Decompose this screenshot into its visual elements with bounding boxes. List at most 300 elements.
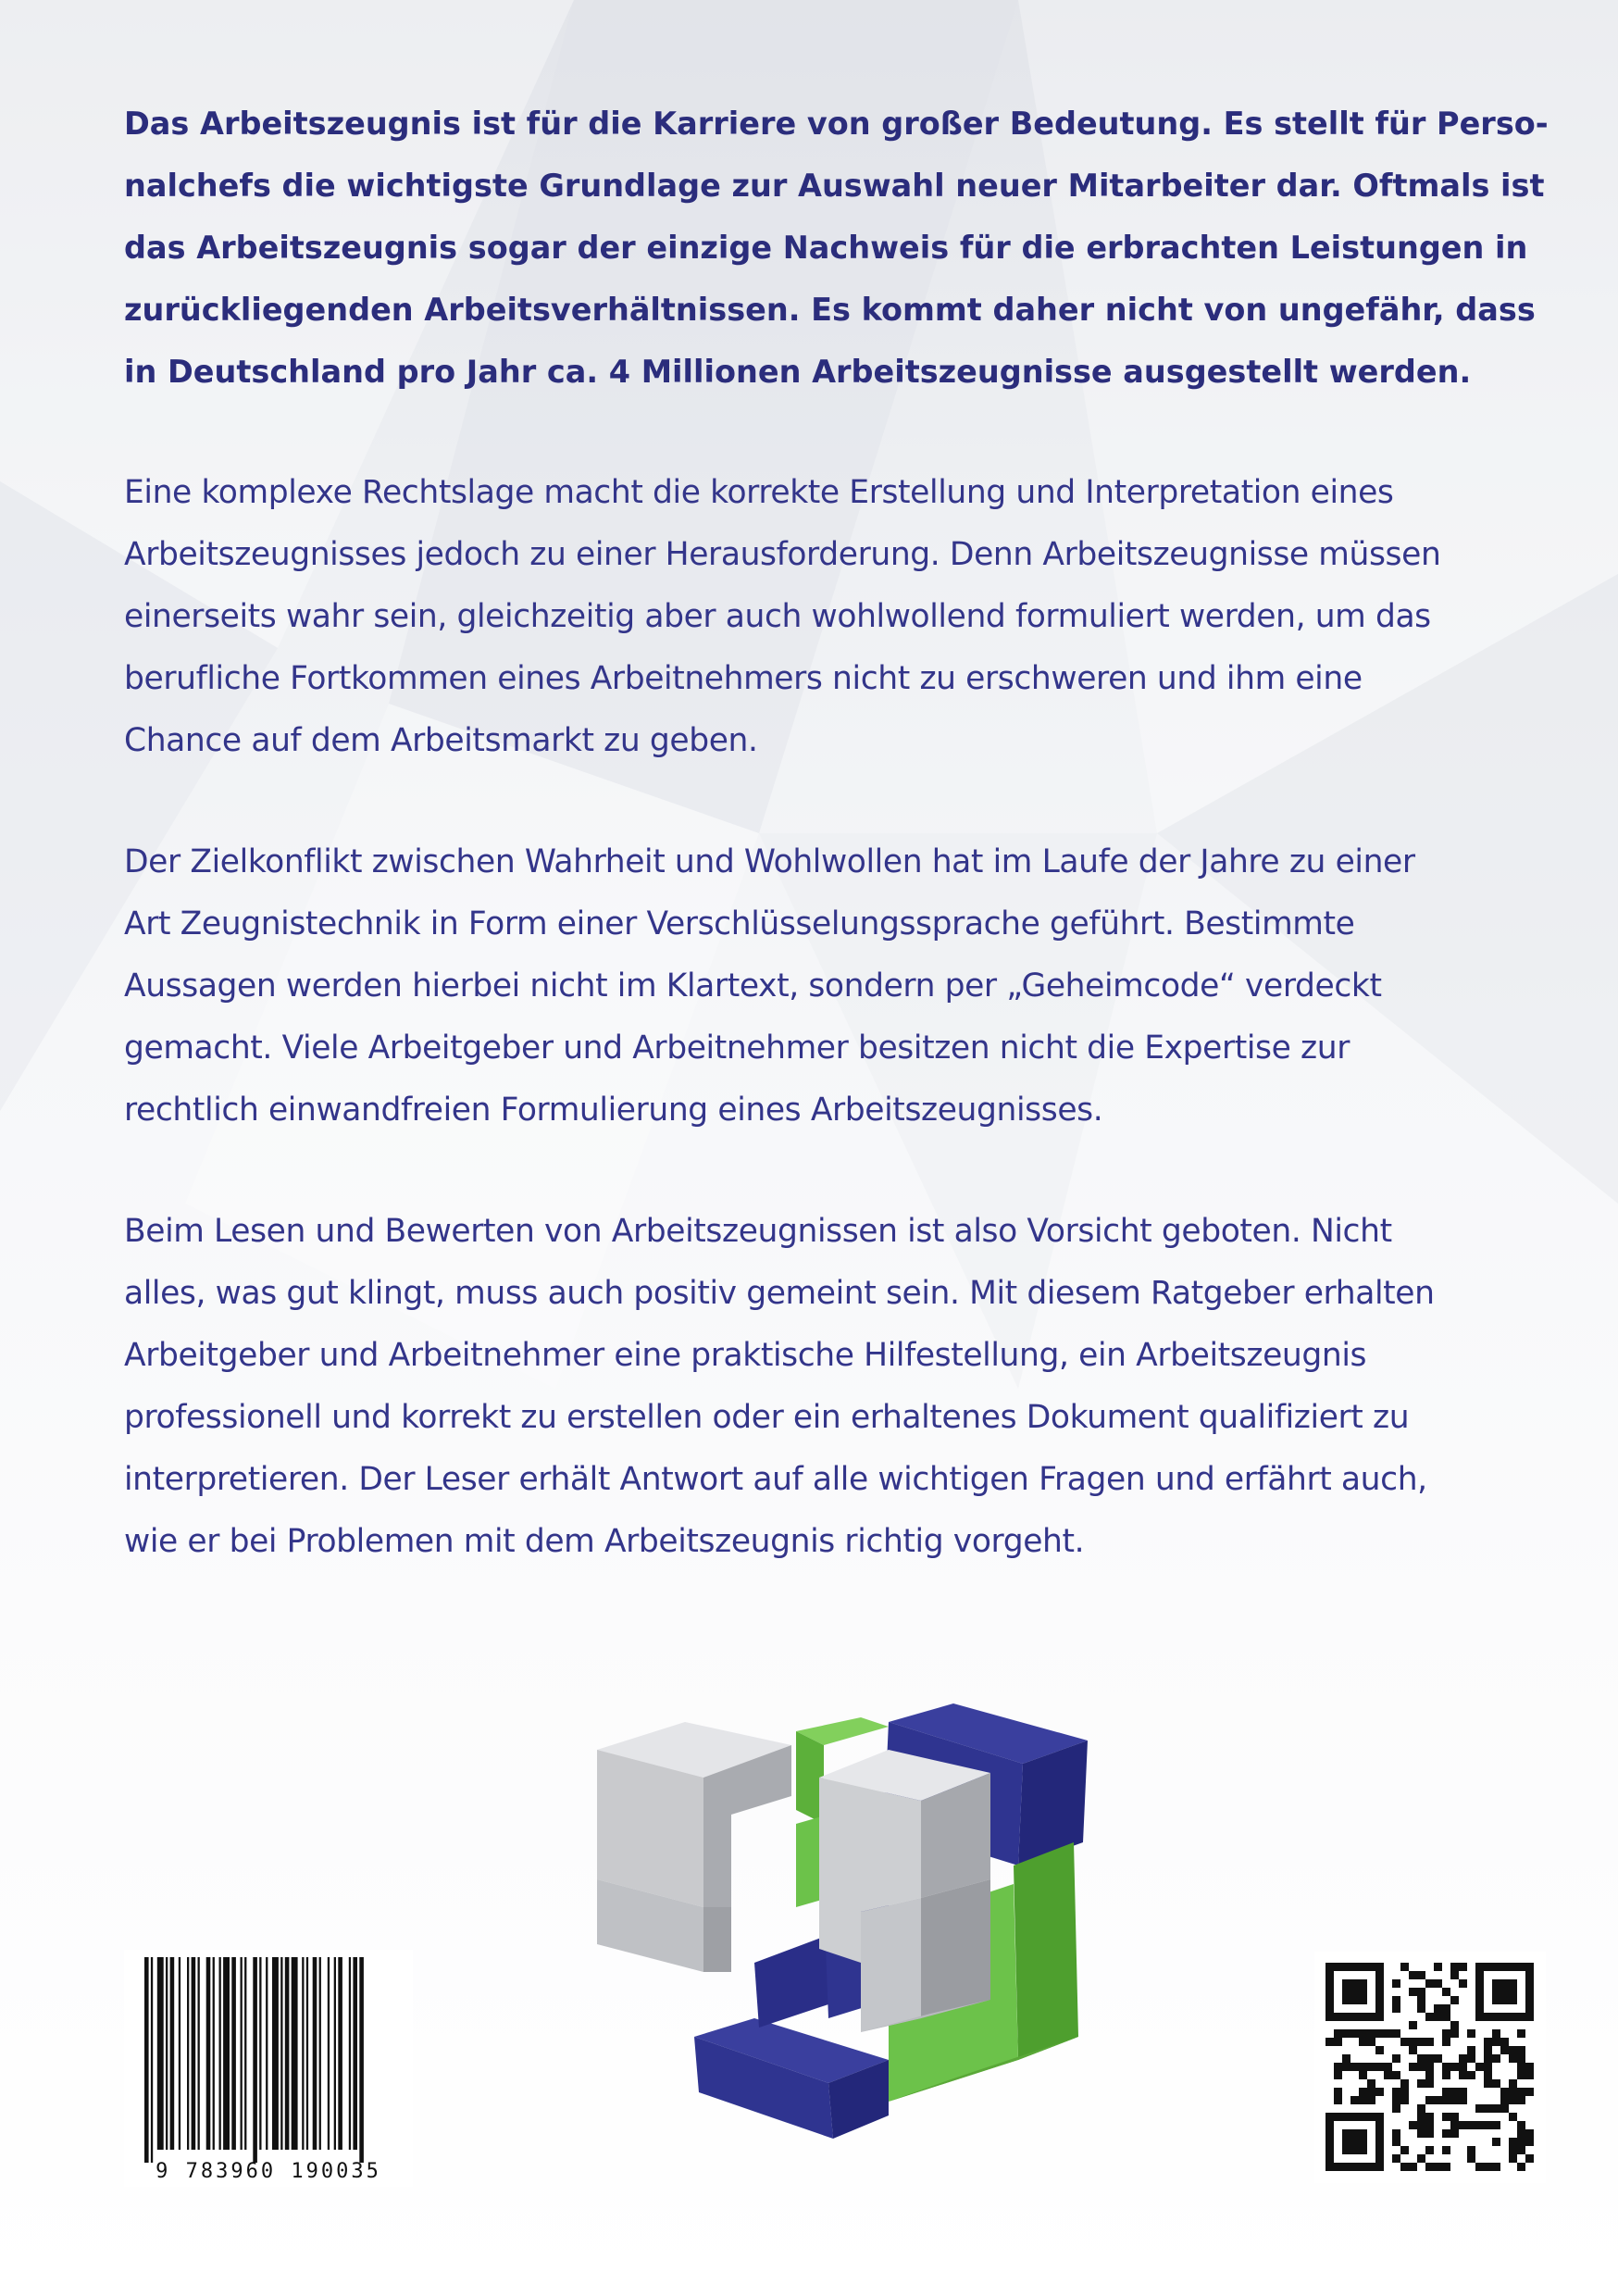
qr-module xyxy=(1392,2138,1400,2146)
qr-module xyxy=(1375,1988,1384,1996)
qr-module xyxy=(1392,2154,1400,2163)
qr-module xyxy=(1442,2029,1450,2038)
qr-module xyxy=(1459,1979,1467,1988)
qr-module xyxy=(1375,2163,1384,2171)
qr-module xyxy=(1384,2029,1392,2038)
qr-module xyxy=(1342,2063,1350,2071)
qr-module xyxy=(1500,1979,1509,1988)
qr-module xyxy=(1326,2038,1334,2046)
qr-module xyxy=(1492,2163,1500,2171)
qr-module xyxy=(1475,1979,1484,1988)
qr-module xyxy=(1492,2029,1500,2038)
qr-code-icon xyxy=(1314,1952,1546,2183)
qr-module xyxy=(1359,2096,1367,2104)
barcode-bar xyxy=(338,1957,342,2150)
qr-module xyxy=(1342,1988,1350,1996)
qr-module xyxy=(1326,2138,1334,2146)
qr-module xyxy=(1434,1979,1442,1988)
qr-module xyxy=(1350,2146,1359,2154)
barcode-bar xyxy=(272,1957,279,2150)
barcode-bar xyxy=(187,1957,189,2150)
text-line: interpretieren. Der Leser erhält Antwort auf alle wichtigen Fragen und erfährt auch, xyxy=(124,1461,1427,1498)
qr-module xyxy=(1367,2013,1375,2021)
qr-module xyxy=(1392,1979,1400,1988)
barcode-bar xyxy=(170,1957,175,2150)
qr-module xyxy=(1409,2163,1417,2171)
qr-module xyxy=(1475,1996,1484,2004)
qr-module xyxy=(1350,2113,1359,2121)
qr-module xyxy=(1500,2038,1509,2046)
qr-module xyxy=(1326,2113,1334,2121)
text-line: Der Zielkonflikt zwischen Wahrheit und Wohlwollen hat im Laufe der Jahre zu einer xyxy=(124,843,1415,880)
isbn-number: 9 783960 190035 xyxy=(156,2160,381,2183)
qr-module xyxy=(1375,1996,1384,2004)
qr-module xyxy=(1367,2163,1375,2171)
qr-module xyxy=(1417,2129,1425,2138)
qr-module xyxy=(1442,2113,1450,2121)
qr-module xyxy=(1409,2038,1417,2046)
qr-module xyxy=(1400,2079,1409,2088)
qr-module xyxy=(1517,2146,1525,2154)
qr-module xyxy=(1326,2121,1334,2129)
qr-module xyxy=(1459,2063,1467,2071)
qr-module xyxy=(1525,2071,1534,2079)
text-line: alles, was gut klingt, muss auch positiv gemeint sein. Mit diesem Ratgeber erhalten xyxy=(124,1275,1435,1312)
qr-module xyxy=(1509,1979,1517,1988)
qr-module xyxy=(1525,2004,1534,2013)
barcode-bar xyxy=(266,1957,268,2150)
qr-module xyxy=(1375,2063,1384,2071)
text-line: Chance auf dem Arbeitsmarkt zu geben. xyxy=(124,722,758,759)
text-line: das Arbeitszeugnis sogar der einzige Nachweis für die erbrachten Leistungen in xyxy=(124,230,1528,266)
qr-module xyxy=(1525,1971,1534,1979)
qr-module xyxy=(1359,2063,1367,2071)
qr-module xyxy=(1359,2163,1367,2171)
qr-module xyxy=(1417,2104,1425,2113)
barcode-bar xyxy=(213,1957,215,2150)
qr-module xyxy=(1367,2079,1375,2088)
qr-module xyxy=(1517,2121,1525,2129)
qr-module xyxy=(1500,1963,1509,1971)
qr-module xyxy=(1326,1963,1334,1971)
qr-module xyxy=(1409,1988,1417,1996)
qr-module xyxy=(1326,1996,1334,2004)
qr-module xyxy=(1392,2129,1400,2138)
text-line: Arbeitgeber und Arbeitnehmer eine praktische Hilfestellung, ein Arbeitszeugnis xyxy=(124,1337,1367,1374)
qr-module xyxy=(1500,2013,1509,2021)
qr-module xyxy=(1367,2113,1375,2121)
qr-module xyxy=(1367,2038,1375,2046)
qr-module xyxy=(1492,2038,1500,2046)
qr-module xyxy=(1392,2054,1400,2063)
qr-module xyxy=(1342,2013,1350,2021)
barcode-bar xyxy=(241,1957,243,2150)
qr-module xyxy=(1326,2129,1334,2138)
qr-module xyxy=(1517,2054,1525,2063)
qr-module xyxy=(1425,2113,1434,2121)
barcode-bar xyxy=(353,1957,357,2150)
qr-module xyxy=(1517,2163,1525,2171)
qr-module xyxy=(1467,2029,1475,2038)
qr-module xyxy=(1509,2088,1517,2096)
qr-module xyxy=(1417,2121,1425,2129)
qr-module xyxy=(1342,2138,1350,2146)
qr-module xyxy=(1417,2063,1425,2071)
qr-module xyxy=(1492,1988,1500,1996)
qr-module xyxy=(1334,2088,1342,2096)
qr-module xyxy=(1375,2129,1384,2138)
qr-module xyxy=(1509,2138,1517,2146)
qr-module xyxy=(1442,2038,1450,2046)
qr-module xyxy=(1525,2013,1534,2021)
qr-module xyxy=(1467,2121,1475,2129)
qr-module xyxy=(1517,2138,1525,2146)
qr-module xyxy=(1417,2154,1425,2163)
qr-module xyxy=(1517,1963,1525,1971)
qr-module xyxy=(1425,2071,1434,2079)
qr-module xyxy=(1467,2071,1475,2079)
qr-module xyxy=(1434,2004,1442,2013)
qr-module xyxy=(1359,1979,1367,1988)
qr-module xyxy=(1484,1963,1492,1971)
qr-module xyxy=(1392,1996,1400,2004)
qr-module xyxy=(1450,1963,1459,1971)
qr-module xyxy=(1359,2013,1367,2021)
qr-module xyxy=(1425,2163,1434,2171)
barcode-bar xyxy=(198,1957,200,2150)
qr-module xyxy=(1425,2054,1434,2063)
barcode-bar xyxy=(244,1957,246,2150)
qr-module xyxy=(1492,2013,1500,2021)
qr-module xyxy=(1409,2046,1417,2054)
qr-module xyxy=(1334,2071,1342,2079)
qr-module xyxy=(1350,2096,1359,2104)
barcode-bar xyxy=(157,1957,164,2150)
qr-module xyxy=(1475,2063,1484,2071)
barcode-bar xyxy=(349,1957,351,2150)
qr-module xyxy=(1425,2129,1434,2138)
body-paragraph xyxy=(124,1201,1494,1573)
qr-module xyxy=(1375,2154,1384,2163)
qr-module xyxy=(1484,2054,1492,2063)
text-line: einerseits wahr sein, gleichzeitig aber auch wohlwollend formuliert werden, um das xyxy=(124,598,1431,635)
qr-module xyxy=(1525,2063,1534,2071)
qr-module xyxy=(1425,2146,1434,2154)
qr-module xyxy=(1484,2038,1492,2046)
barcode-bar xyxy=(223,1957,230,2150)
barcode-bars xyxy=(124,1950,413,2187)
qr-module xyxy=(1442,2146,1450,2154)
qr-module xyxy=(1434,2013,1442,2021)
qr-module xyxy=(1400,1963,1409,1971)
qr-module xyxy=(1350,1988,1359,1996)
qr-module xyxy=(1342,1996,1350,2004)
qr-module xyxy=(1517,2029,1525,2038)
text-line: berufliche Fortkommen eines Arbeitnehmers nicht zu erschweren und ihm eine xyxy=(124,660,1363,697)
qr-module xyxy=(1509,2079,1517,2088)
qr-module xyxy=(1484,2079,1492,2088)
text-line: Art Zeugnistechnik in Form einer Verschlüsselungssprache geführt. Bestimmte xyxy=(124,905,1355,942)
barcode-bar xyxy=(259,1957,261,2150)
qr-module xyxy=(1450,2021,1459,2029)
qr-module xyxy=(1425,2079,1434,2088)
qr-module xyxy=(1359,2146,1367,2154)
qr-module xyxy=(1484,2046,1492,2054)
qr-module xyxy=(1334,2096,1342,2104)
barcode-bar xyxy=(253,1957,257,2163)
qr-module xyxy=(1342,1979,1350,1988)
barcode-bar xyxy=(231,1957,236,2150)
qr-module xyxy=(1375,2004,1384,2013)
qr-module xyxy=(1400,2088,1409,2096)
qr-module xyxy=(1492,2121,1500,2129)
barcode-bar xyxy=(302,1957,304,2150)
body-paragraph xyxy=(124,831,1494,1142)
qr-module xyxy=(1326,2163,1334,2171)
text-line: rechtlich einwandfreien Formulierung eines Arbeitszeugnisses. xyxy=(124,1092,1103,1129)
qr-module xyxy=(1509,2046,1517,2054)
qr-module xyxy=(1375,2138,1384,2146)
qr-module xyxy=(1350,2129,1359,2138)
qr-module xyxy=(1409,2121,1417,2129)
qr-module xyxy=(1509,1963,1517,1971)
qr-module xyxy=(1467,2154,1475,2163)
qr-module xyxy=(1375,2046,1384,2054)
qr-module xyxy=(1467,2146,1475,2154)
qr-module xyxy=(1417,1971,1425,1979)
barcode-bar xyxy=(334,1957,336,2150)
qr-module xyxy=(1417,2038,1425,2046)
qr-module xyxy=(1492,2138,1500,2146)
qr-module xyxy=(1509,2146,1517,2154)
qr-module xyxy=(1475,1988,1484,1996)
qr-module xyxy=(1467,2046,1475,2054)
qr-module xyxy=(1509,2054,1517,2063)
qr-module xyxy=(1450,2129,1459,2138)
qr-module xyxy=(1517,2013,1525,2021)
qr-module xyxy=(1500,1996,1509,2004)
qr-module xyxy=(1400,2038,1409,2046)
qr-module xyxy=(1525,2138,1534,2146)
qr-module xyxy=(1425,2038,1434,2046)
qr-module xyxy=(1492,2054,1500,2063)
qr-module xyxy=(1417,1996,1425,2004)
qr-module xyxy=(1375,2013,1384,2021)
qr-module xyxy=(1417,2004,1425,2013)
qr-module xyxy=(1367,2096,1375,2104)
qr-module xyxy=(1484,2163,1492,2171)
qr-module xyxy=(1475,2121,1484,2129)
qr-module xyxy=(1409,2021,1417,2029)
qr-module xyxy=(1509,2154,1517,2163)
qr-module xyxy=(1400,2146,1409,2154)
qr-module xyxy=(1342,2163,1350,2171)
qr-module xyxy=(1392,2104,1400,2113)
qr-module xyxy=(1350,1979,1359,1988)
qr-module xyxy=(1326,1979,1334,1988)
isbn-barcode xyxy=(124,1950,413,2187)
qr-module xyxy=(1509,2013,1517,2021)
qr-module xyxy=(1525,1996,1534,2004)
qr-module xyxy=(1409,1971,1417,1979)
qr-module xyxy=(1509,2096,1517,2104)
qr-module xyxy=(1509,2113,1517,2121)
barcode-bar xyxy=(280,1957,282,2150)
barcode-bar xyxy=(192,1957,196,2150)
qr-module xyxy=(1492,1979,1500,1988)
qr-module xyxy=(1342,2054,1350,2063)
qr-module xyxy=(1459,2121,1467,2129)
qr-module xyxy=(1375,1979,1384,1988)
qr-module xyxy=(1517,2129,1525,2138)
qr-module xyxy=(1434,2054,1442,2063)
qr-module xyxy=(1392,2088,1400,2096)
qr-module xyxy=(1342,2113,1350,2121)
qr-module xyxy=(1384,2071,1392,2079)
qr-module xyxy=(1525,1963,1534,1971)
qr-module xyxy=(1500,2096,1509,2104)
qr-module xyxy=(1459,2054,1467,2063)
qr-module xyxy=(1442,2063,1450,2071)
qr-module xyxy=(1492,1963,1500,1971)
intro-paragraph xyxy=(124,93,1549,403)
barcode-bar xyxy=(206,1957,211,2150)
qr-module xyxy=(1367,2029,1375,2038)
qr-module xyxy=(1375,2121,1384,2129)
qr-module xyxy=(1334,1963,1342,1971)
qr-module xyxy=(1484,2063,1492,2071)
qr-module xyxy=(1359,2071,1367,2079)
qr-module xyxy=(1500,1988,1509,1996)
qr-module xyxy=(1334,2113,1342,2121)
qr-module xyxy=(1326,2004,1334,2013)
qr-module xyxy=(1450,2121,1459,2129)
qr-module xyxy=(1326,2146,1334,2154)
qr-module xyxy=(1517,2088,1525,2096)
qr-module xyxy=(1525,1988,1534,1996)
qr-module xyxy=(1434,2163,1442,2171)
barcode-bar xyxy=(306,1957,308,2150)
qr-module xyxy=(1334,2063,1342,2071)
qr-module xyxy=(1500,2104,1509,2113)
qr-module xyxy=(1459,2088,1467,2096)
qr-module xyxy=(1359,2029,1367,2038)
qr-module xyxy=(1326,1988,1334,1996)
qr-module xyxy=(1475,2004,1484,2013)
qr-module xyxy=(1350,2138,1359,2146)
barcode-bar xyxy=(151,1957,153,2163)
qr-module xyxy=(1450,2063,1459,2071)
qr-code-graphic xyxy=(1314,1952,1546,2183)
barcode-bar xyxy=(179,1957,180,2150)
qr-module xyxy=(1334,2029,1342,2038)
qr-module xyxy=(1525,1979,1534,1988)
qr-module xyxy=(1409,2063,1417,2071)
qr-module xyxy=(1334,2163,1342,2171)
barcode-bar xyxy=(219,1957,221,2150)
qr-module xyxy=(1392,2071,1400,2079)
qr-module xyxy=(1375,2113,1384,2121)
qr-module xyxy=(1467,2054,1475,2063)
qr-module xyxy=(1442,2163,1450,2171)
barcode-bar xyxy=(144,1957,149,2163)
qr-module xyxy=(1442,2088,1450,2096)
qr-module xyxy=(1450,2088,1459,2096)
qr-module xyxy=(1459,2071,1467,2079)
text-line: Das Arbeitszeugnis ist für die Karriere von großer Bedeutung. Es stellt für Perso- xyxy=(124,106,1549,142)
qr-module xyxy=(1350,2013,1359,2021)
qr-module xyxy=(1359,2088,1367,2096)
barcode-bar xyxy=(292,1957,298,2150)
qr-module xyxy=(1434,2096,1442,2104)
qr-module xyxy=(1359,2129,1367,2138)
puzzle-cube-logo xyxy=(583,1694,1101,2157)
text-line: Beim Lesen und Bewerten von Arbeitszeugnissen ist also Vorsicht geboten. Nicht xyxy=(124,1213,1392,1250)
qr-module xyxy=(1392,2029,1400,2038)
qr-module xyxy=(1425,2013,1434,2021)
barcode-bar xyxy=(359,1957,364,2163)
barcode-bar xyxy=(285,1957,290,2150)
qr-module xyxy=(1359,1963,1367,1971)
qr-module xyxy=(1517,2063,1525,2071)
qr-module xyxy=(1400,2163,1409,2171)
qr-module xyxy=(1450,2113,1459,2121)
qr-module xyxy=(1342,2029,1350,2038)
qr-module xyxy=(1484,2104,1492,2113)
qr-module xyxy=(1375,1971,1384,1979)
qr-module xyxy=(1434,1963,1442,1971)
qr-module xyxy=(1367,2063,1375,2071)
qr-module xyxy=(1475,2163,1484,2171)
qr-module xyxy=(1367,1963,1375,1971)
blurb-text xyxy=(124,93,1549,1573)
qr-module xyxy=(1475,2104,1484,2113)
qr-module xyxy=(1417,2113,1425,2121)
qr-module xyxy=(1350,2163,1359,2171)
text-line: in Deutschland pro Jahr ca. 4 Millionen Arbeitszeugnisse ausgestellt werden. xyxy=(124,354,1472,390)
qr-module xyxy=(1384,2063,1392,2071)
qr-module xyxy=(1484,2071,1492,2079)
qr-module xyxy=(1509,1996,1517,2004)
text-line: zurückliegenden Arbeitsverhältnissen. Es kommt daher nicht von ungefähr, dass xyxy=(124,292,1536,328)
qr-module xyxy=(1350,2063,1359,2071)
qr-module xyxy=(1359,2113,1367,2121)
qr-module xyxy=(1517,2071,1525,2079)
text-line: Aussagen werden hierbei nicht im Klartext, sondern per „Geheimcode“ verdeckt xyxy=(124,967,1382,1004)
qr-module xyxy=(1484,2121,1492,2129)
qr-module xyxy=(1442,2071,1450,2079)
qr-module xyxy=(1392,2096,1400,2104)
qr-module xyxy=(1334,2013,1342,2021)
qr-module xyxy=(1342,1963,1350,1971)
qr-module xyxy=(1425,2063,1434,2071)
qr-module xyxy=(1375,2029,1384,2038)
qr-module xyxy=(1359,1996,1367,2004)
barcode-bar xyxy=(328,1957,330,2150)
qr-module xyxy=(1509,1988,1517,1996)
qr-module xyxy=(1525,2088,1534,2096)
text-line: Eine komplexe Rechtslage macht die korrekte Erstellung und Interpretation eines xyxy=(124,474,1394,511)
qr-module xyxy=(1517,2096,1525,2104)
qr-module xyxy=(1342,2129,1350,2138)
body-paragraph xyxy=(124,462,1494,772)
qr-module xyxy=(1484,2013,1492,2021)
qr-module xyxy=(1334,2038,1342,2046)
qr-module xyxy=(1442,2129,1450,2138)
qr-module xyxy=(1459,2096,1467,2104)
barcode-bar xyxy=(166,1957,168,2150)
qr-module xyxy=(1400,2096,1409,2104)
